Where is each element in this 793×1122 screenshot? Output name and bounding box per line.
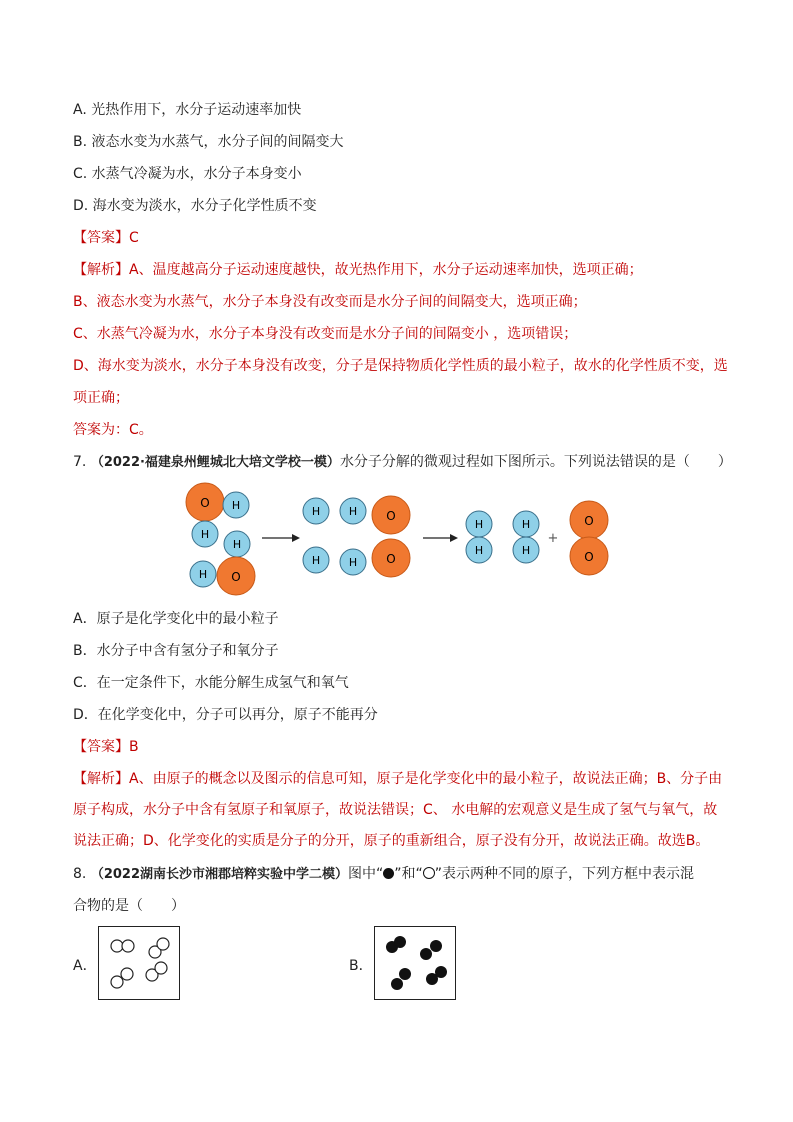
q8-option-b-label: B． [349,958,373,974]
q7-analysis: 【解析】A、由原子的概念以及图示的信息可知，原子是化学变化中的最小粒子，故说法正确；B、分子由原子构成，水分子中含有氢原子和氧原子，故说法错误；C、 水电解的宏观意义是生成了氢气与氧气，故说法正确；D、化学变化的实质是分子的分开，原子的重新组合，原子没有分开，故说法正确。故选B。 [73,771,723,849]
q7-option-b: B．水分子中含有氢分子和氧分子 [73,643,279,659]
atom-h [513,537,539,563]
q6-option-d: D. 海水变为淡水，水分子化学性质不变 [73,198,317,214]
q8-option-b-box [374,926,456,1000]
q7-source: （2022·福建泉州鲤城北大培文学校一模） [90,455,340,470]
atom-label: O [231,570,241,584]
atom-o [570,537,608,575]
atom-label: H [474,518,484,531]
atom-h [303,547,329,573]
q7-option-d: D．在化学变化中，分子可以再分，原子不能再分 [73,707,378,723]
q7-option-c: C．在一定条件下，水能分解生成氢气和氧气 [73,675,349,691]
atom-h [513,511,539,537]
q8-option-a-label: A． [73,958,97,974]
arrow-icon [423,534,458,542]
atom-label: O [584,514,594,528]
atom-label: O [386,552,396,566]
q6-final-answer: 答案为：C。 [73,422,153,438]
atom-label: H [311,505,321,518]
atom-label: H [521,518,531,531]
q7-number: 7. [73,454,87,470]
atom-label: H [348,556,358,569]
q6-analysis-line: 项正确； [73,390,129,406]
water-decomposition-diagram [180,478,630,598]
atom-label: H [311,554,321,567]
atom-label: O [386,509,396,523]
white-circle-icon [423,867,435,879]
q6-analysis-line: C、水蒸气冷凝为水，水分子本身没有改变而是水分子间的间隔变小 ，选项错误； [73,326,578,342]
atom-label: H [231,499,241,512]
atom-label: H [200,528,210,541]
q8-number: 8. [73,866,87,882]
atom-o [570,501,608,539]
q7-option-a: A．原子是化学变化中的最小粒子 [73,611,279,627]
plus-sign: + [547,531,559,546]
white-atom-pairs [99,927,179,999]
atom-label: O [584,550,594,564]
q6-option-b: B. 液态水变为水蒸气，水分子间的间隔变大 [73,134,344,150]
atom-h [466,511,492,537]
q6-option-a: A. 光热作用下，水分子运动速率加快 [73,102,302,118]
q8-stem [73,864,694,885]
atom-h [190,561,216,587]
atom-label: H [198,568,208,581]
black-circle-icon [383,868,394,879]
atom-label: H [232,538,242,551]
black-atom-pairs [375,927,455,999]
q7-question: 水分子分解的微观过程如下图所示。下列说法错误的是（ ） [339,454,732,470]
atom-h [192,521,218,547]
q8-source: （2022湖南长沙市湘郡培粹实验中学二模） [90,867,348,882]
q8-stem-part: ”和“ [394,866,423,882]
atom-o [186,483,224,521]
atom-label: H [348,505,358,518]
atom-label: H [521,544,531,557]
arrow-icon [262,534,300,542]
atom-o [217,557,255,595]
q8-stem-part: 图中“ [348,866,384,882]
q6-analysis-line: 【解析】A、温度越高分子运动速度越快，故光热作用下，水分子运动速率加快，选项正确； [73,262,643,278]
atom-label: H [474,544,484,557]
q8-stem-line2: 合物的是（ ） [73,898,185,914]
q7-stem [73,452,732,473]
atom-label: O [200,496,210,510]
q6-analysis-line: D、海水变为淡水，水分子本身没有改变，分子是保持物质化学性质的最小粒子，故水的化学性质不变，选 [73,358,728,374]
q6-option-c: C. 水蒸气冷凝为水，水分子本身变小 [73,166,302,182]
atom-o [372,539,410,577]
q8-stem-part: ”表示两种不同的原子，下列方框中表示混 [434,866,695,882]
atom-h [466,537,492,563]
atom-h [303,498,329,524]
atom-h [223,492,249,518]
q7-answer: 【答案】B [73,739,139,755]
q6-answer: 【答案】C [73,230,139,246]
atom-h [224,531,250,557]
q8-option-a-box [98,926,180,1000]
atom-h [340,498,366,524]
atom-o [372,496,410,534]
q6-analysis-line: B、液态水变为水蒸气，水分子本身没有改变而是水分子间的间隔变大，选项正确； [73,294,587,310]
atom-h [340,549,366,575]
